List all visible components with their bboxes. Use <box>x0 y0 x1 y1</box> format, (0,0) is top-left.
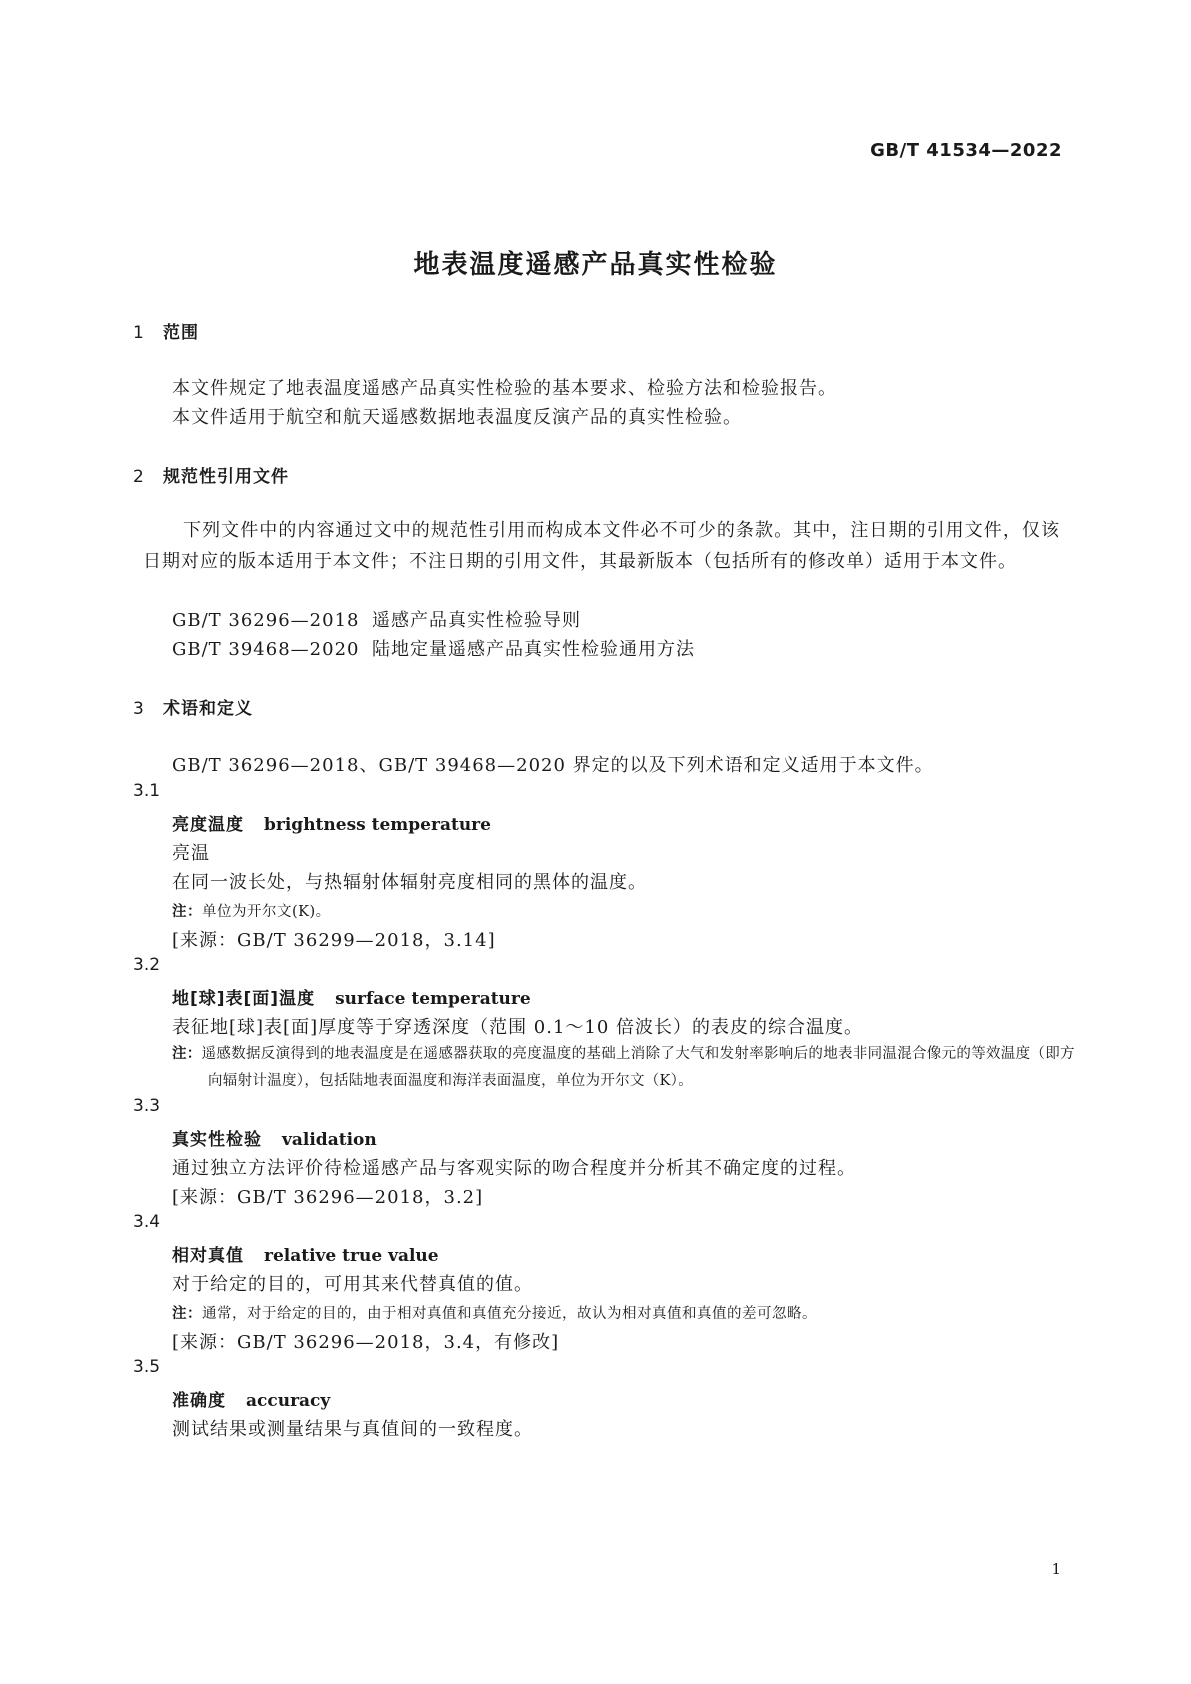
paragraph: 下列文件中的内容通过文中的规范性引用而构成本文件必不可少的条款。其中，注日期的引用文件，仅该日期对应的版本适用于本文件；不注日期的引用文件，其最新版本（包括所有的修改单）适用于本文件。 <box>143 520 1060 572</box>
term-alternative: 亮温 <box>172 843 210 864</box>
term-definition: 通过独立方法评价待检遥感产品与客观实际的吻合程度并分析其不确定度的过程。 <box>172 1158 856 1179</box>
note-text: 通常，对于给定的目的，由于相对真值和真值充分接近，故认为相对真值和真值的差可忽略。 <box>202 1306 817 1322</box>
paragraph: 本文件规定了地表温度遥感产品真实性检验的基本要求、检验方法和检验报告。 <box>172 378 837 399</box>
term-heading <box>172 1241 439 1266</box>
term-zh: 真实性检验 <box>172 1130 262 1150</box>
note-text: 遥感数据反演得到的地表温度是在遥感器获取的亮度温度的基础上消除了大气和发射率影响后的地表非同温混合像元的等效温度（即方向辐射计温度），包括陆地表面温度和海洋表面温度，单位为开尔文（K）。 <box>201 1046 1075 1089</box>
term-zh: 准确度 <box>172 1391 226 1411</box>
reference-name: 遥感产品真实性检验导则 <box>372 610 581 631</box>
term-note <box>172 1302 817 1323</box>
term-heading <box>172 1125 377 1150</box>
section-title: 术语和定义 <box>163 699 253 719</box>
section-title: 规范性引用文件 <box>163 467 289 487</box>
term-source: [来源：GB/T 36296—2018，3.2] <box>172 1187 484 1208</box>
section-heading-3 <box>133 694 253 719</box>
term-definition: 表征地[球]表[面]厚度等于穿透深度（范围 0.1～10 倍波长）的表皮的综合温度。 <box>172 1017 864 1038</box>
clause-number: 3.1 <box>133 781 161 801</box>
term-en: surface temperature <box>335 989 531 1009</box>
term-en: accuracy <box>246 1391 331 1411</box>
document-title: 地表温度遥感产品真实性检验 <box>413 250 778 280</box>
term-zh: 相对真值 <box>172 1246 244 1266</box>
document-code: GB/T 41534—2022 <box>870 140 1062 161</box>
paragraph: 本文件适用于航空和航天遥感数据地表温度反演产品的真实性检验。 <box>172 407 742 428</box>
term-definition: 在同一波长处，与热辐射体辐射亮度相同的黑体的温度。 <box>172 872 647 893</box>
section-heading-1 <box>133 318 199 343</box>
reference-code: GB/T 36296—2018 <box>172 610 360 631</box>
term-en: validation <box>282 1130 377 1150</box>
reference-entry <box>172 606 581 632</box>
term-heading <box>172 810 491 835</box>
term-note <box>172 1041 1088 1095</box>
term-heading <box>172 984 531 1009</box>
section-heading-2 <box>133 462 289 487</box>
clause-number: 3.3 <box>133 1096 161 1116</box>
reference-name: 陆地定量遥感产品真实性检验通用方法 <box>372 639 695 660</box>
section-title: 范围 <box>163 323 199 343</box>
term-zh: 亮度温度 <box>172 815 244 835</box>
section-number: 1 <box>133 323 145 343</box>
note-label: 注： <box>172 904 202 920</box>
term-source: [来源：GB/T 36299—2018，3.14] <box>172 930 496 951</box>
reference-code: GB/T 39468—2020 <box>172 639 360 660</box>
term-note <box>172 900 331 921</box>
clause-number: 3.5 <box>133 1357 161 1377</box>
term-definition: 对于给定的目的，可用其来代替真值的值。 <box>172 1274 533 1295</box>
page-number: 1 <box>1051 1560 1061 1578</box>
term-heading <box>172 1386 330 1411</box>
paragraph: GB/T 36296—2018、GB/T 39468—2020 界定的以及下列术语和定义适用于本文件。 <box>172 755 934 776</box>
reference-entry <box>172 635 695 661</box>
term-zh: 地[球]表[面]温度 <box>172 989 316 1009</box>
section-number: 2 <box>133 467 145 487</box>
note-label: 注： <box>172 1306 202 1322</box>
note-text: 单位为开尔文(K)。 <box>202 904 331 920</box>
clause-number: 3.2 <box>133 955 161 975</box>
term-definition: 测试结果或测量结果与真值间的一致程度。 <box>172 1419 533 1440</box>
term-source: [来源：GB/T 36296—2018，3.4，有修改] <box>172 1332 560 1353</box>
clause-number: 3.4 <box>133 1212 161 1232</box>
term-en: relative true value <box>264 1246 439 1266</box>
note-label: 注： <box>172 1046 202 1062</box>
section-number: 3 <box>133 699 145 719</box>
term-en: brightness temperature <box>264 815 491 835</box>
